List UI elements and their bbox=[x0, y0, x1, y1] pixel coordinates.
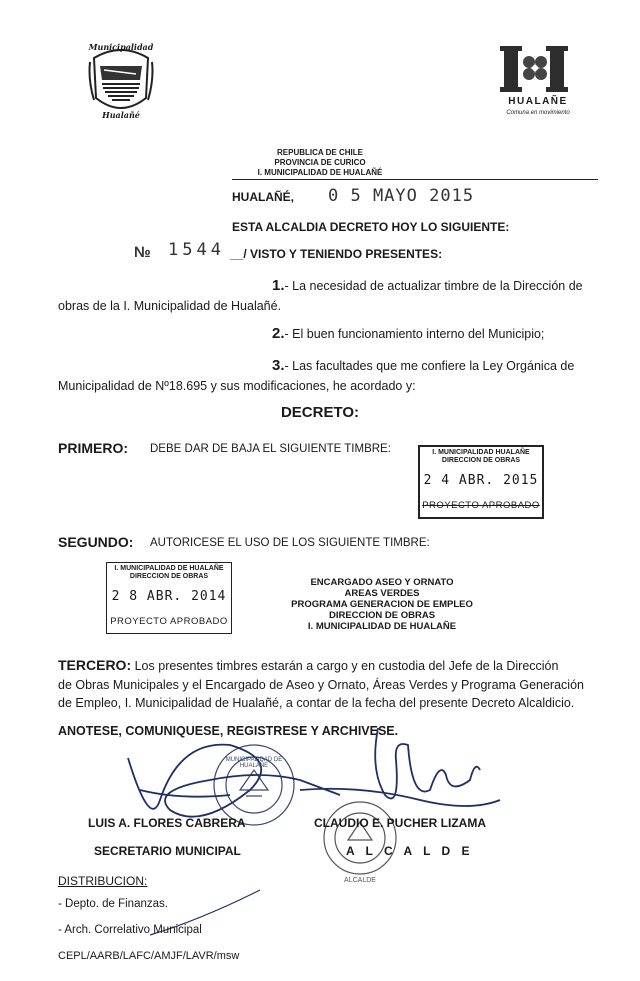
distribucion-item: - Arch. Correlativo Municipal bbox=[58, 924, 202, 936]
tercero-text-1: Los presentes timbres estarán a cargo y en custodia del Jefe de la Dirección bbox=[134, 659, 559, 673]
old-stamp-date: 2 4 ABR. 2015 bbox=[423, 473, 539, 488]
municipality-line: I. MUNICIPALIDAD DE HUALAÑÉ bbox=[257, 168, 383, 177]
hualane-h-icon bbox=[498, 44, 578, 94]
new-stamp-date: 2 8 ABR. 2014 bbox=[111, 589, 227, 604]
tercero-line1 bbox=[58, 656, 558, 676]
distribucion-item: - Depto. de Finanzas. bbox=[58, 898, 168, 910]
signer-left-name: LUIS A. FLORES CABRERA bbox=[88, 816, 246, 830]
encargado-line: ENCARGADO ASEO Y ORNATO bbox=[310, 577, 454, 588]
encargado-line: I. MUNICIPALIDAD DE HUALAÑE bbox=[307, 621, 457, 632]
old-stamp-line1: I. MUNICIPALIDAD HUALAÑE bbox=[432, 449, 530, 456]
considerando-2-num: 2. bbox=[272, 325, 285, 342]
considerando-3-cont: Municipalidad de Nº18.695 y sus modificaciones, he acordado y: bbox=[58, 379, 416, 393]
new-stamp-line1: I. MUNICIPALIDAD DE HUALAÑE bbox=[114, 565, 224, 572]
new-stamp-line2: DIRECCION DE OBRAS bbox=[129, 573, 209, 580]
tercero-line3: de Empleo, I. Municipalidad de Hualañé, a contar de la fecha del presente Decreto Alcaldicio. bbox=[58, 696, 575, 710]
encargado-line: DIRECCION DE OBRAS bbox=[328, 610, 436, 621]
right-seal-text: ALCALDE bbox=[344, 877, 376, 884]
encargado-block bbox=[282, 577, 482, 632]
municipal-crest-logo bbox=[86, 40, 156, 120]
header-rule bbox=[232, 179, 598, 180]
new-stamp-footer: PROYECTO APROBADO bbox=[110, 616, 228, 627]
old-stamp-line2: DIRECCION DE OBRAS bbox=[441, 457, 521, 464]
left-seal-text: MUNICIPALIDAD DE HUALAÑE bbox=[225, 757, 283, 769]
encargado-line: PROGRAMA GENERACION DE EMPLEO bbox=[291, 599, 473, 610]
place-label: HUALAÑÉ, bbox=[232, 190, 294, 204]
right-signature bbox=[300, 728, 500, 806]
new-timbre-stamp bbox=[106, 562, 232, 634]
intro-text: ESTA ALCALDIA DECRETO HOY LO SIGUIENTE: bbox=[232, 220, 510, 234]
brand-tagline: Comuna en movimiento bbox=[506, 110, 570, 116]
segundo-text: AUTORICESE EL USO DE LOS SIGUIENTE TIMBRE: bbox=[150, 537, 430, 549]
considerando-2-text: - El buen funcionamiento interno del Municipio; bbox=[284, 327, 545, 341]
signer-left-title: SECRETARIO MUNICIPAL bbox=[94, 844, 241, 858]
signer-right-name: CLAUDIO E. PUCHER LIZAMA bbox=[314, 816, 486, 830]
considerando-1-text: - La necesidad de actualizar timbre de la Dirección de bbox=[284, 279, 583, 293]
brand-name: HUALAÑE bbox=[508, 96, 568, 107]
considerando-1 bbox=[272, 276, 583, 296]
tercero-label: TERCERO: bbox=[58, 657, 132, 673]
distribucion-initials: CEPL/AARB/LAFC/AMJF/LAVR/msw bbox=[58, 950, 240, 962]
tercero-line2: de Obras Municipales y el Encargado de Aseo y Ornato, Áreas Verdes y Programa Generación bbox=[58, 678, 584, 692]
decree-date: 0 5 MAYO 2015 bbox=[328, 186, 475, 206]
primero-text: DEBE DAR DE BAJA EL SIGUIENTE TIMBRE: bbox=[150, 443, 391, 455]
crest-top-label: Municipalidad bbox=[88, 42, 154, 52]
signer-right-title: A L C A L D E bbox=[346, 844, 474, 858]
considerando-3 bbox=[272, 356, 574, 376]
visto-line: __/ VISTO Y TENIENDO PRESENTES: bbox=[230, 247, 443, 261]
decree-number: 1544 bbox=[168, 240, 225, 260]
right-seal bbox=[324, 802, 396, 874]
anotese-line: ANOTESE, COMUNIQUESE, REGISTRESE Y ARCHIVESE. bbox=[58, 724, 399, 738]
considerando-3-num: 3. bbox=[272, 357, 285, 374]
decree-number-prefix: № bbox=[134, 244, 151, 261]
republic-line: REPUBLICA DE CHILE bbox=[277, 148, 363, 157]
primero-label: PRIMERO: bbox=[58, 440, 128, 456]
old-timbre-stamp bbox=[418, 445, 544, 519]
distribucion-title: DISTRIBUCION: bbox=[58, 874, 148, 888]
left-signature bbox=[128, 745, 340, 817]
considerando-3-text: - Las facultades que me confiere la Ley Orgánica de bbox=[284, 359, 575, 373]
old-stamp-footer: PROYECTO APROBADO bbox=[422, 500, 540, 511]
segundo-label: SEGUNDO: bbox=[58, 534, 134, 550]
province-line: PROVINCIA DE CURICO bbox=[274, 158, 366, 167]
encargado-line: AREAS VERDES bbox=[344, 588, 420, 599]
considerando-1-cont: obras de la I. Municipalidad de Hualañé. bbox=[58, 299, 282, 313]
considerando-1-num: 1. bbox=[272, 277, 285, 294]
crest-bottom-label: Hualañé bbox=[102, 110, 140, 120]
decreto-title: DECRETO: bbox=[280, 404, 360, 421]
considerando-2 bbox=[272, 324, 544, 344]
hualane-brand-logo bbox=[498, 44, 578, 124]
